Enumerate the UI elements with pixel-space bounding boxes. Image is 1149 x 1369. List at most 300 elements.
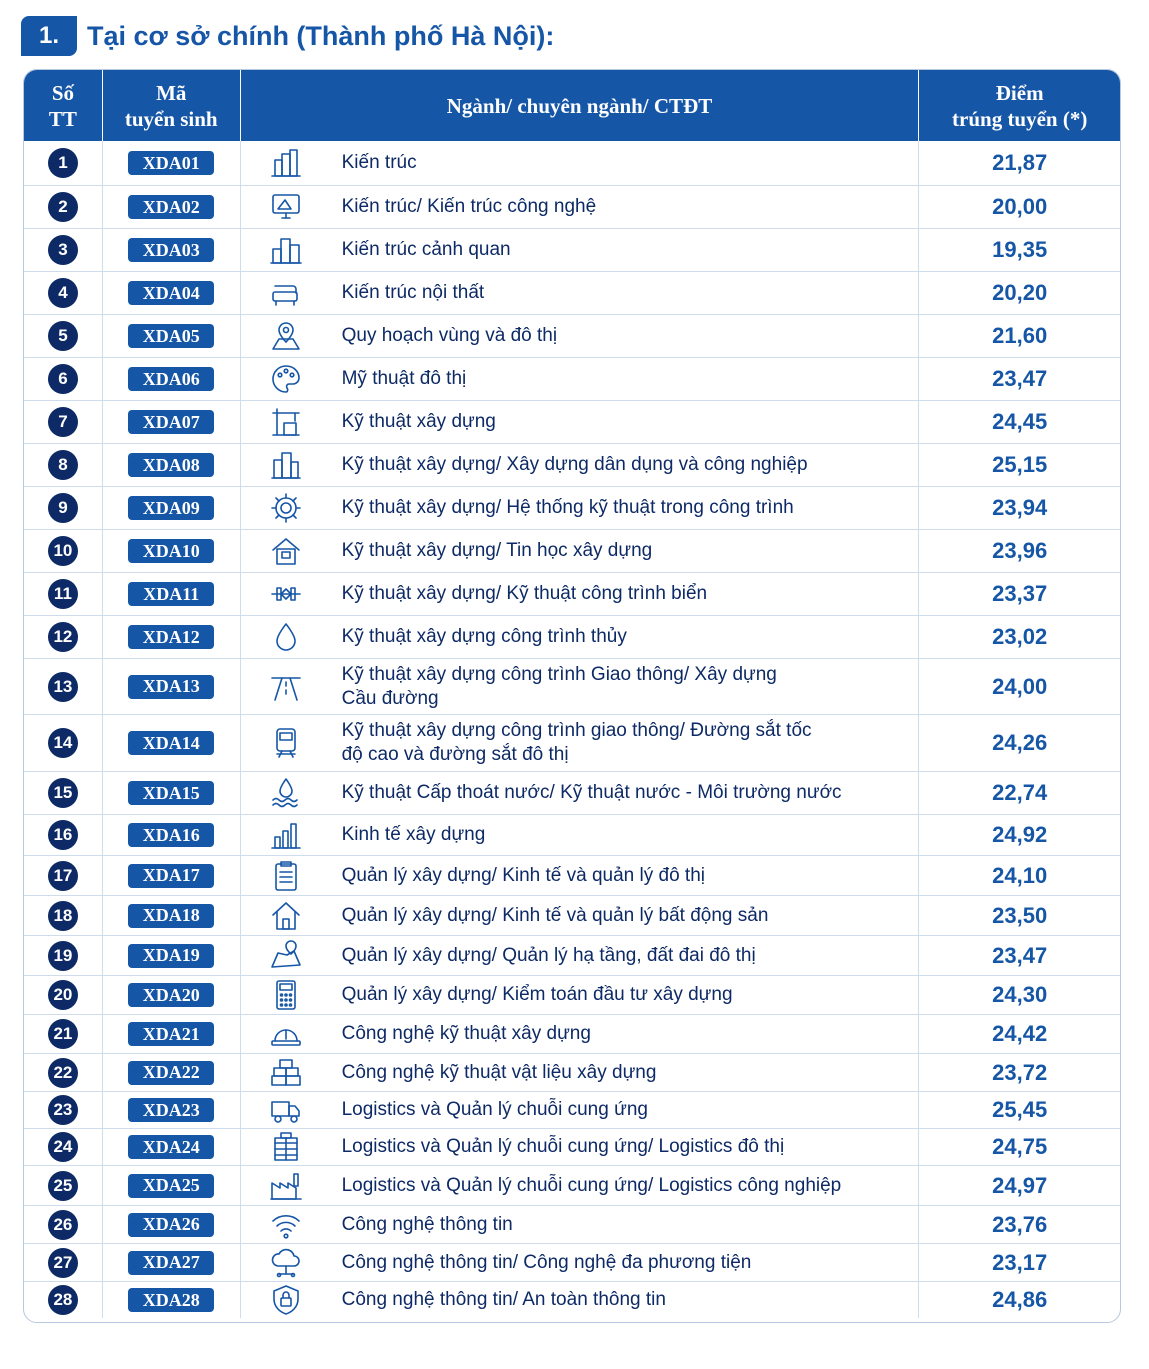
cell-code bbox=[103, 573, 241, 615]
table-row bbox=[24, 895, 1120, 935]
table-row bbox=[24, 1128, 1120, 1165]
cell-major bbox=[241, 401, 920, 443]
major-name-text: Quản lý xây dựng/ Quản lý hạ tầng, đất đai đô thị bbox=[341, 944, 756, 966]
table-header bbox=[24, 70, 1120, 141]
section-number: 1. bbox=[21, 16, 77, 56]
major-name bbox=[342, 944, 879, 968]
cell-code bbox=[103, 936, 241, 975]
cell-code bbox=[103, 815, 241, 855]
cell-score bbox=[919, 1129, 1120, 1165]
table-row bbox=[24, 1014, 1120, 1053]
major-name-line1: Kỹ thuật xây dựng công trình Giao thông/ Xây dựng bbox=[341, 663, 777, 685]
table-row bbox=[24, 615, 1120, 658]
admission-code-badge: XDA19 bbox=[128, 944, 214, 968]
row-number-badge: 1 bbox=[48, 148, 78, 178]
cell-number bbox=[24, 616, 103, 658]
major-name bbox=[342, 823, 879, 847]
palette-icon bbox=[267, 362, 305, 396]
bricks-icon bbox=[267, 1056, 305, 1090]
admission-score: 24,42 bbox=[992, 1021, 1048, 1046]
cell-major bbox=[241, 1244, 920, 1281]
major-name-text: Quy hoạch vùng và đô thị bbox=[341, 325, 558, 346]
gear-icon bbox=[267, 491, 305, 525]
cell-number bbox=[24, 896, 103, 935]
water-drop-icon bbox=[267, 620, 305, 654]
cell-major bbox=[241, 1092, 920, 1128]
row-number-badge: 10 bbox=[48, 536, 78, 566]
city-buildings-icon bbox=[267, 233, 305, 267]
major-name bbox=[342, 1288, 879, 1312]
admission-score: 24,86 bbox=[992, 1287, 1048, 1312]
cell-number bbox=[24, 1244, 103, 1281]
cell-code bbox=[103, 896, 241, 935]
table-row bbox=[24, 771, 1120, 814]
major-name bbox=[342, 238, 879, 262]
cell-score bbox=[919, 896, 1120, 935]
major-name-text: Kiến trúc cảnh quan bbox=[341, 239, 511, 260]
cell-score bbox=[919, 659, 1120, 714]
admission-score: 23,47 bbox=[992, 366, 1048, 391]
admission-code-badge: XDA28 bbox=[128, 1288, 214, 1312]
row-number-badge: 26 bbox=[48, 1210, 78, 1240]
table-row bbox=[24, 443, 1120, 486]
cell-number bbox=[24, 1092, 103, 1128]
major-name-text: Quản lý xây dựng/ Kinh tế và quản lý bất động sản bbox=[341, 904, 769, 926]
table-row bbox=[24, 935, 1120, 975]
smart-house-icon bbox=[267, 534, 305, 568]
admission-score: 24,26 bbox=[992, 730, 1048, 755]
cell-score bbox=[919, 530, 1120, 572]
cell-major bbox=[241, 815, 920, 855]
row-number-badge: 12 bbox=[48, 622, 78, 652]
major-name-text: Kiến trúc bbox=[341, 152, 417, 173]
major-name bbox=[342, 1061, 879, 1085]
cell-major bbox=[241, 1206, 920, 1243]
major-name-text: Kiến trúc/ Kiến trúc công nghệ bbox=[341, 196, 597, 217]
admission-score: 24,30 bbox=[992, 982, 1048, 1007]
admission-score: 24,00 bbox=[992, 673, 1048, 699]
table-row bbox=[24, 1281, 1120, 1318]
cell-score bbox=[919, 141, 1120, 185]
admission-code-badge: XDA23 bbox=[128, 1098, 214, 1122]
row-number-badge: 13 bbox=[48, 672, 78, 702]
cell-code bbox=[103, 1015, 241, 1053]
skyscraper-icon bbox=[267, 146, 305, 180]
header-code bbox=[103, 70, 241, 141]
clipboard-icon bbox=[267, 859, 305, 893]
buildings-icon bbox=[267, 448, 305, 482]
row-number-badge: 8 bbox=[48, 450, 78, 480]
house-icon bbox=[267, 899, 305, 933]
major-name bbox=[342, 1174, 879, 1198]
cell-code bbox=[103, 1244, 241, 1281]
admission-code-badge: XDA08 bbox=[128, 453, 214, 477]
major-name bbox=[342, 864, 879, 888]
cell-number bbox=[24, 315, 103, 357]
cell-number bbox=[24, 1015, 103, 1053]
cell-score bbox=[919, 186, 1120, 228]
admission-code-badge: XDA25 bbox=[128, 1174, 214, 1198]
major-name bbox=[342, 904, 879, 928]
major-name-text: Kinh tế xây dựng bbox=[341, 824, 486, 845]
section-title: Tại cơ sở chính (Thành phố Hà Nội): bbox=[87, 20, 555, 51]
admission-code-badge: XDA17 bbox=[128, 864, 214, 888]
row-number-badge: 7 bbox=[48, 407, 78, 437]
major-name-text: Kỹ thuật xây dựng bbox=[341, 411, 496, 432]
cell-code bbox=[103, 1282, 241, 1318]
crane-icon bbox=[267, 405, 305, 439]
major-name-text: Logistics và Quản lý chuỗi cung ứng bbox=[341, 1099, 648, 1120]
admission-code-badge: XDA26 bbox=[128, 1213, 214, 1237]
admission-score: 24,97 bbox=[992, 1172, 1048, 1198]
row-number-badge: 22 bbox=[48, 1058, 78, 1088]
admission-code-badge: XDA27 bbox=[128, 1251, 214, 1275]
table-row bbox=[24, 400, 1120, 443]
cell-number bbox=[24, 772, 103, 814]
cell-major bbox=[241, 229, 920, 271]
row-number-badge: 6 bbox=[48, 364, 78, 394]
admission-code-badge: XDA13 bbox=[128, 675, 214, 699]
cell-score bbox=[919, 815, 1120, 855]
section-heading bbox=[21, 14, 554, 58]
cell-major bbox=[241, 896, 920, 935]
cell-code bbox=[103, 856, 241, 895]
delivery-truck-icon bbox=[267, 1093, 305, 1127]
cell-code bbox=[103, 616, 241, 658]
major-name bbox=[342, 453, 879, 477]
cell-number bbox=[24, 659, 103, 714]
cell-score bbox=[919, 573, 1120, 615]
header-code-line2: tuyển sinh bbox=[124, 106, 218, 131]
admission-code-badge: XDA09 bbox=[128, 496, 214, 520]
road-bridge-icon bbox=[267, 670, 305, 704]
offshore-structure-icon bbox=[267, 577, 305, 611]
row-number-badge: 4 bbox=[48, 278, 78, 308]
row-number-badge: 5 bbox=[48, 321, 78, 351]
table-body bbox=[24, 141, 1120, 1318]
cloud-network-icon bbox=[267, 1246, 305, 1280]
cell-major bbox=[241, 856, 920, 895]
table-row bbox=[24, 185, 1120, 228]
major-name-text: Kỹ thuật xây dựng/ Tin học xây dựng bbox=[341, 540, 653, 561]
cell-major bbox=[241, 715, 920, 771]
admission-score: 23,02 bbox=[992, 624, 1048, 649]
table-row bbox=[24, 271, 1120, 314]
header-no-line1: Số bbox=[51, 80, 75, 105]
cell-code bbox=[103, 229, 241, 271]
cell-score bbox=[919, 1282, 1120, 1318]
major-name bbox=[342, 1135, 879, 1159]
admission-score: 21,87 bbox=[992, 150, 1048, 175]
cell-score bbox=[919, 229, 1120, 271]
admission-code-badge: XDA06 bbox=[128, 367, 214, 391]
cell-code bbox=[103, 1206, 241, 1243]
cell-number bbox=[24, 936, 103, 975]
major-name bbox=[342, 496, 879, 520]
major-name bbox=[342, 625, 879, 649]
cell-score bbox=[919, 1206, 1120, 1243]
major-name bbox=[342, 195, 879, 219]
office-building-icon bbox=[267, 1130, 305, 1164]
table-row bbox=[24, 486, 1120, 529]
table-row bbox=[24, 228, 1120, 271]
cell-score bbox=[919, 1015, 1120, 1053]
admission-code-badge: XDA10 bbox=[128, 539, 214, 563]
cell-number bbox=[24, 272, 103, 314]
major-name bbox=[342, 1022, 879, 1046]
major-name bbox=[342, 663, 879, 711]
cell-score bbox=[919, 616, 1120, 658]
cell-code bbox=[103, 272, 241, 314]
major-name-line2: Cầu đường bbox=[341, 687, 439, 709]
admission-score: 23,17 bbox=[992, 1249, 1048, 1275]
cell-number bbox=[24, 1206, 103, 1243]
admission-score: 19,35 bbox=[992, 237, 1048, 262]
major-name-text: Quản lý xây dựng/ Kiểm toán đầu tư xây dựng bbox=[341, 984, 733, 1005]
header-no-line2: TT bbox=[48, 106, 77, 131]
cell-score bbox=[919, 272, 1120, 314]
cell-major bbox=[241, 272, 920, 314]
cell-number bbox=[24, 401, 103, 443]
major-name bbox=[342, 539, 879, 563]
major-name-text: Kỹ thuật Cấp thoát nước/ Kỹ thuật nước - Môi trường nước bbox=[341, 782, 842, 803]
cell-major bbox=[241, 487, 920, 529]
row-number-badge: 9 bbox=[48, 493, 78, 523]
major-name-text: Logistics và Quản lý chuỗi cung ứng/ Logistics công nghiệp bbox=[341, 1174, 842, 1196]
cell-code bbox=[103, 444, 241, 486]
admission-score: 25,45 bbox=[992, 1097, 1048, 1122]
cell-score bbox=[919, 358, 1120, 400]
row-number-badge: 24 bbox=[48, 1132, 78, 1162]
admission-score: 23,76 bbox=[992, 1211, 1048, 1237]
train-icon bbox=[267, 726, 305, 760]
cell-number bbox=[24, 1166, 103, 1205]
cell-major bbox=[241, 1166, 920, 1205]
table-row bbox=[24, 1053, 1120, 1091]
cell-number bbox=[24, 815, 103, 855]
major-name-text: Công nghệ kỹ thuật xây dựng bbox=[341, 1023, 591, 1044]
cell-score bbox=[919, 444, 1120, 486]
admission-score: 20,20 bbox=[992, 280, 1048, 305]
cell-score bbox=[919, 1244, 1120, 1281]
cell-score bbox=[919, 1092, 1120, 1128]
admission-score: 21,60 bbox=[992, 323, 1048, 348]
table-row bbox=[24, 975, 1120, 1014]
cell-major bbox=[241, 976, 920, 1014]
admission-score: 22,74 bbox=[992, 780, 1048, 805]
bar-chart-icon bbox=[267, 818, 305, 852]
cell-score bbox=[919, 1054, 1120, 1091]
cell-code bbox=[103, 141, 241, 185]
table-row bbox=[24, 141, 1120, 185]
row-number-badge: 23 bbox=[48, 1095, 78, 1125]
cell-major bbox=[241, 573, 920, 615]
major-name bbox=[342, 781, 879, 805]
table-row bbox=[24, 855, 1120, 895]
cell-major bbox=[241, 772, 920, 814]
row-number-badge: 3 bbox=[48, 235, 78, 265]
row-number-badge: 21 bbox=[48, 1019, 78, 1049]
major-name bbox=[342, 324, 879, 348]
cell-code bbox=[103, 659, 241, 714]
header-score-line2: trúng tuyển (*) bbox=[952, 106, 1088, 131]
major-name-text: Công nghệ thông tin/ An toàn thông tin bbox=[341, 1289, 666, 1310]
admission-score: 24,92 bbox=[992, 822, 1048, 847]
cell-major bbox=[241, 1015, 920, 1053]
row-number-badge: 2 bbox=[48, 192, 78, 222]
cell-major bbox=[241, 659, 920, 714]
major-name-text: Kỹ thuật xây dựng công trình thủy bbox=[341, 626, 627, 647]
admission-score: 24,45 bbox=[992, 409, 1048, 434]
admission-code-badge: XDA18 bbox=[128, 904, 214, 928]
cell-code bbox=[103, 1129, 241, 1165]
admission-score: 23,47 bbox=[992, 942, 1048, 968]
cell-major bbox=[241, 1129, 920, 1165]
admission-score: 23,50 bbox=[992, 902, 1048, 928]
cell-code bbox=[103, 715, 241, 771]
major-name-line1: Kỹ thuật xây dựng công trình giao thông/ Đường sắt tốc bbox=[341, 720, 812, 741]
cell-code bbox=[103, 358, 241, 400]
table-row bbox=[24, 1243, 1120, 1281]
shield-lock-icon bbox=[267, 1283, 305, 1317]
hard-hat-icon bbox=[267, 1017, 305, 1051]
cell-major bbox=[241, 444, 920, 486]
cell-score bbox=[919, 315, 1120, 357]
factory-icon bbox=[267, 1169, 305, 1203]
cell-score bbox=[919, 936, 1120, 975]
admission-score: 24,10 bbox=[992, 862, 1048, 888]
admission-code-badge: XDA16 bbox=[128, 823, 214, 847]
cell-code bbox=[103, 401, 241, 443]
row-number-badge: 25 bbox=[48, 1171, 78, 1201]
cell-number bbox=[24, 487, 103, 529]
major-name bbox=[342, 1251, 879, 1275]
cell-score bbox=[919, 401, 1120, 443]
cell-code bbox=[103, 976, 241, 1014]
admission-code-badge: XDA21 bbox=[128, 1022, 214, 1046]
cell-number bbox=[24, 530, 103, 572]
major-name-text: Kiến trúc nội thất bbox=[341, 282, 485, 303]
row-number-badge: 28 bbox=[48, 1285, 78, 1315]
header-major-label: Ngành/ chuyên ngành/ CTĐT bbox=[446, 93, 713, 118]
major-name-text: Công nghệ thông tin/ Công nghệ đa phương tiện bbox=[341, 1251, 752, 1273]
major-name-text: Quản lý xây dựng/ Kinh tế và quản lý đô thị bbox=[341, 864, 705, 886]
admission-score: 20,00 bbox=[992, 194, 1048, 219]
cell-number bbox=[24, 229, 103, 271]
cell-score bbox=[919, 856, 1120, 895]
cell-code bbox=[103, 772, 241, 814]
cell-major bbox=[241, 358, 920, 400]
major-name-text: Kỹ thuật xây dựng/ Xây dựng dân dụng và công nghiệp bbox=[341, 454, 808, 475]
row-number-badge: 11 bbox=[48, 579, 78, 609]
table-row bbox=[24, 1205, 1120, 1243]
table-row bbox=[24, 814, 1120, 855]
major-name bbox=[342, 582, 879, 606]
cell-number bbox=[24, 358, 103, 400]
cell-number bbox=[24, 856, 103, 895]
row-number-badge: 18 bbox=[48, 901, 78, 931]
cell-code bbox=[103, 315, 241, 357]
admission-table bbox=[23, 69, 1121, 1323]
cell-code bbox=[103, 1054, 241, 1091]
cell-score bbox=[919, 715, 1120, 771]
cell-major bbox=[241, 530, 920, 572]
major-name-text: Mỹ thuật đô thị bbox=[341, 368, 467, 389]
major-name bbox=[342, 1213, 879, 1237]
admission-code-badge: XDA20 bbox=[128, 983, 214, 1007]
cell-number bbox=[24, 976, 103, 1014]
cell-major bbox=[241, 141, 920, 185]
map-pin-icon bbox=[267, 319, 305, 353]
water-waves-icon bbox=[267, 776, 305, 810]
admission-code-badge: XDA11 bbox=[128, 582, 214, 606]
row-number-badge: 19 bbox=[48, 941, 78, 971]
major-name bbox=[342, 410, 879, 434]
admission-code-badge: XDA02 bbox=[128, 195, 214, 219]
monitor-design-icon bbox=[267, 190, 305, 224]
header-score-line1: Điểm bbox=[995, 80, 1044, 105]
sofa-icon bbox=[267, 276, 305, 310]
major-name-text: Kỹ thuật xây dựng/ Kỹ thuật công trình biển bbox=[341, 583, 708, 604]
row-number-badge: 20 bbox=[48, 980, 78, 1010]
major-name bbox=[342, 1098, 879, 1122]
row-number-badge: 17 bbox=[48, 861, 78, 891]
admission-code-badge: XDA15 bbox=[128, 781, 214, 805]
major-name bbox=[342, 367, 879, 391]
header-score bbox=[919, 70, 1120, 141]
table-row bbox=[24, 529, 1120, 572]
admission-code-badge: XDA07 bbox=[128, 410, 214, 434]
cell-score bbox=[919, 772, 1120, 814]
row-number-badge: 27 bbox=[48, 1248, 78, 1278]
admission-code-badge: XDA22 bbox=[128, 1061, 214, 1085]
major-name-text: Logistics và Quản lý chuỗi cung ứng/ Logistics đô thị bbox=[341, 1136, 785, 1157]
cell-number bbox=[24, 1054, 103, 1091]
cell-number bbox=[24, 141, 103, 185]
cell-number bbox=[24, 186, 103, 228]
cell-code bbox=[103, 487, 241, 529]
cell-major bbox=[241, 936, 920, 975]
major-name bbox=[342, 151, 879, 175]
header-code-line1: Mã bbox=[156, 80, 187, 105]
major-name bbox=[342, 281, 879, 305]
cell-number bbox=[24, 715, 103, 771]
major-name-line2: độ cao và đường sắt đô thị bbox=[341, 744, 569, 765]
header-no bbox=[24, 70, 103, 141]
cell-code bbox=[103, 530, 241, 572]
table-row bbox=[24, 1091, 1120, 1128]
cell-code bbox=[103, 186, 241, 228]
table-row bbox=[24, 357, 1120, 400]
table-row bbox=[24, 572, 1120, 615]
cell-code bbox=[103, 1166, 241, 1205]
admission-code-badge: XDA03 bbox=[128, 238, 214, 262]
major-name bbox=[342, 983, 879, 1007]
row-number-badge: 14 bbox=[48, 728, 78, 758]
header-major bbox=[241, 70, 920, 141]
admission-score: 23,94 bbox=[992, 495, 1048, 520]
cell-number bbox=[24, 573, 103, 615]
admission-code-badge: XDA01 bbox=[128, 151, 214, 175]
admission-code-badge: XDA12 bbox=[128, 625, 214, 649]
table-row bbox=[24, 658, 1120, 714]
wifi-icon bbox=[267, 1208, 305, 1242]
admission-score: 23,37 bbox=[992, 581, 1048, 606]
row-number-badge: 16 bbox=[48, 820, 78, 850]
major-name-text: Công nghệ thông tin bbox=[341, 1213, 513, 1235]
major-name-text: Công nghệ kỹ thuật vật liệu xây dựng bbox=[341, 1061, 657, 1083]
cell-number bbox=[24, 1129, 103, 1165]
